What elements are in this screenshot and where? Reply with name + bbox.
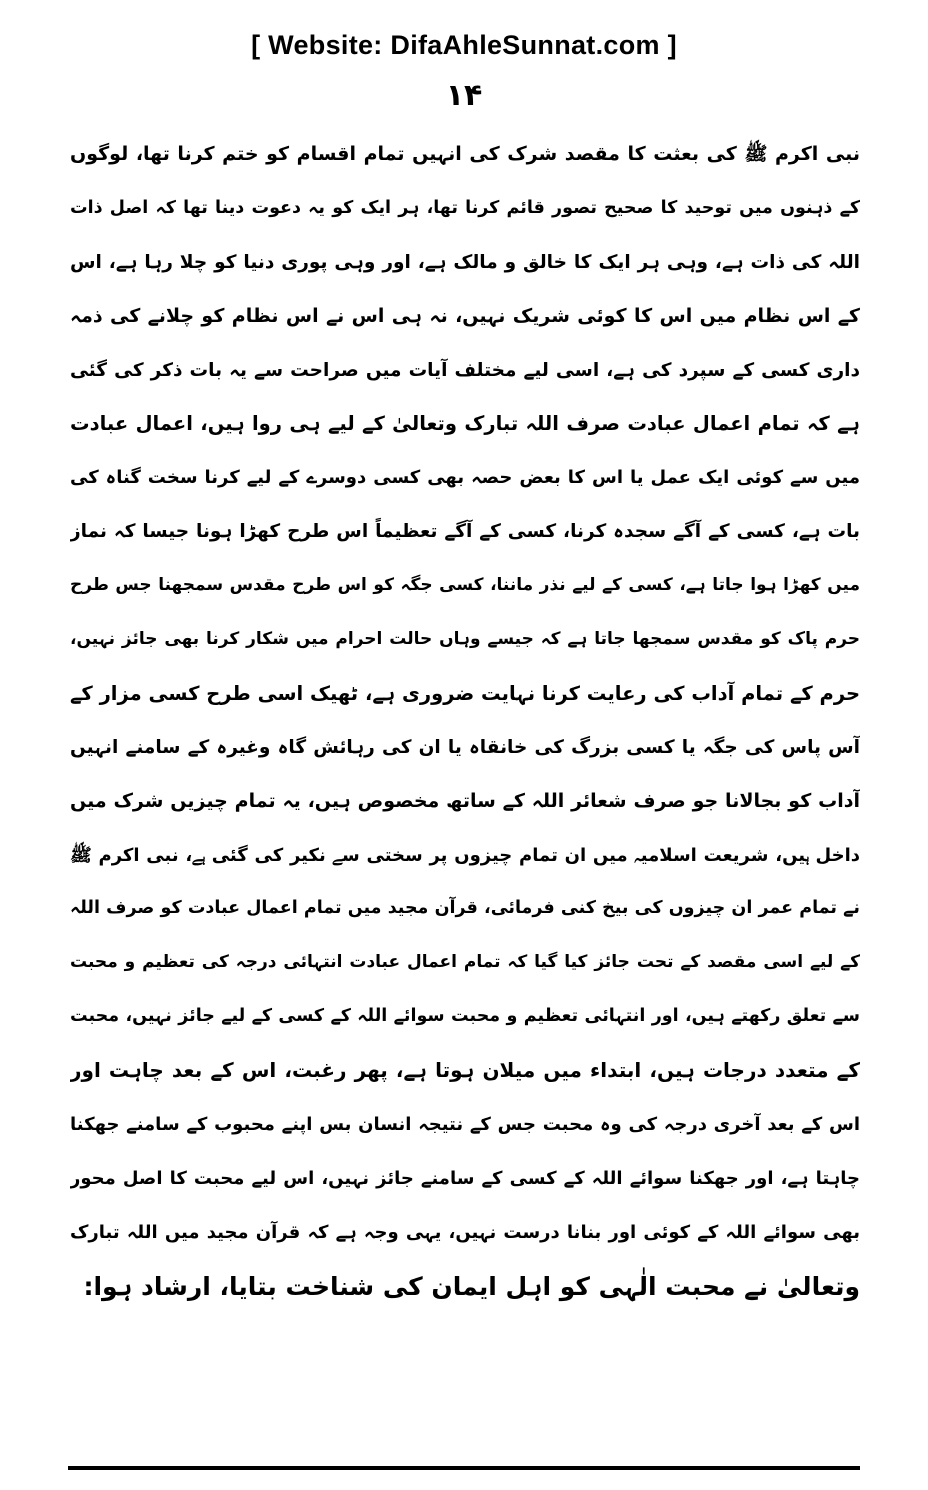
text-line: اس کے بعد آخری درجہ کی وہ محبت جس کے نتیجہ انسان بس اپنے محبوب کے سامنے جھکنا [70,1114,860,1136]
text-line: کے ذہنوں میں توحید کا صحیح تصور قائم کرنا تھا، ہر ایک کو یہ دعوت دینا تھا کہ اصل ذات [70,197,860,218]
text-line: کے لیے اسی مقصد کے تحت جائز کیا گیا کہ تمام اعمال عبادت انتہائی درجہ کی تعظیم و محبت [70,952,860,973]
text-line: آداب کو بجالانا جو صرف شعائر اللہ کے ساتھ مخصوص ہیں، یہ تمام چیزیں شرک میں [70,789,860,812]
text-line: ہے کہ تمام اعمال عبادت صرف اللہ تبارک وتعالیٰ کے لیے ہی روا ہیں، اعمال عبادت [70,412,860,436]
text-line: نبی اکرم ﷺ کی بعثت کا مقصد شرک کی انہیں تمام اقسام کو ختم کرنا تھا، لوگوں [70,143,860,165]
text-line: کے متعدد درجات ہیں، ابتداء میں میلان ہوتا ہے، پھر رغبت، اس کے بعد چاہت اور [70,1058,860,1083]
text-line: حرم کے تمام آداب کی رعایت کرنا نہایت ضروری ہے، ٹھیک اسی طرح کسی مزار کے [70,681,860,705]
text-line: نے تمام عمر ان چیزوں کی بیخ کنی فرمائی، قرآن مجید میں تمام اعمال عبادت کو صرف اللہ [70,898,860,919]
bottom-divider [68,1466,860,1470]
text-line: میں سے کوئی ایک عمل یا اس کا بعض حصہ بھی کسی دوسرے کے لیے کرنا سخت گناہ کی [70,467,860,489]
body-paragraph [70,128,860,1314]
text-line: کے اس نظام میں اس کا کوئی شریک نہیں، نہ ہی اس نے اس نظام کو چلانے کی ذمہ [70,304,860,327]
text-line: داری کسی کے سپرد کی ہے، اسی لیے مختلف آیات میں صراحت سے یہ بات ذکر کی گئی [70,359,860,381]
page-number: ۱۴ [445,78,483,113]
text-line: آس پاس کی جگہ یا کسی بزرگ کی خانقاہ یا ان کی رہائش گاہ وغیرہ کے سامنے انہیں [70,736,860,758]
text-line: میں کھڑا ہوا جاتا ہے، کسی کے لیے نذر ماننا، کسی جگہ کو اس طرح مقدس سمجھنا جس طرح [70,575,860,596]
website-header: [ Website: DifaAhleSunnat.com ] [251,30,677,60]
text-line: چاہتا ہے، اور جھکنا سوائے اللہ کے کسی کے سامنے جائز نہیں، اس لیے محبت کا اصل محور [70,1167,860,1189]
text-line: حرم پاک کو مقدس سمجھا جاتا ہے کہ جیسے وہاں حالت احرام میں شکار کرنا بھی جائز نہیں، [70,629,860,650]
text-line: بھی سوائے اللہ کے کوئی اور بنانا درست نہیں، یہی وجہ ہے کہ قرآن مجید میں اللہ تبارک [70,1221,860,1243]
text-line-last: وتعالیٰ نے محبت الٰہی کو اہل ایمان کی شناخت بتایا، ارشاد ہوا: [83,1271,860,1301]
text-line: بات ہے، کسی کے آگے سجدہ کرنا، کسی کے آگے تعظیماً اس طرح کھڑا ہونا جیسا کہ نماز [70,521,860,543]
text-line: سے تعلق رکھتے ہیں، اور انتہائی تعظیم و محبت سوائے اللہ کے کسی کے لیے جائز نہیں، محبت [70,1006,860,1027]
text-line: داخل ہیں، شریعت اسلامیہ میں ان تمام چیزوں پر سختی سے نکیر کی گئی ہے، نبی اکرم ﷺ [70,844,860,866]
text-line: اللہ کی ذات ہے، وہی ہر ایک کا خالق و مالک ہے، اور وہی پوری دنیا کو چلا رہا ہے، اس [70,251,860,273]
